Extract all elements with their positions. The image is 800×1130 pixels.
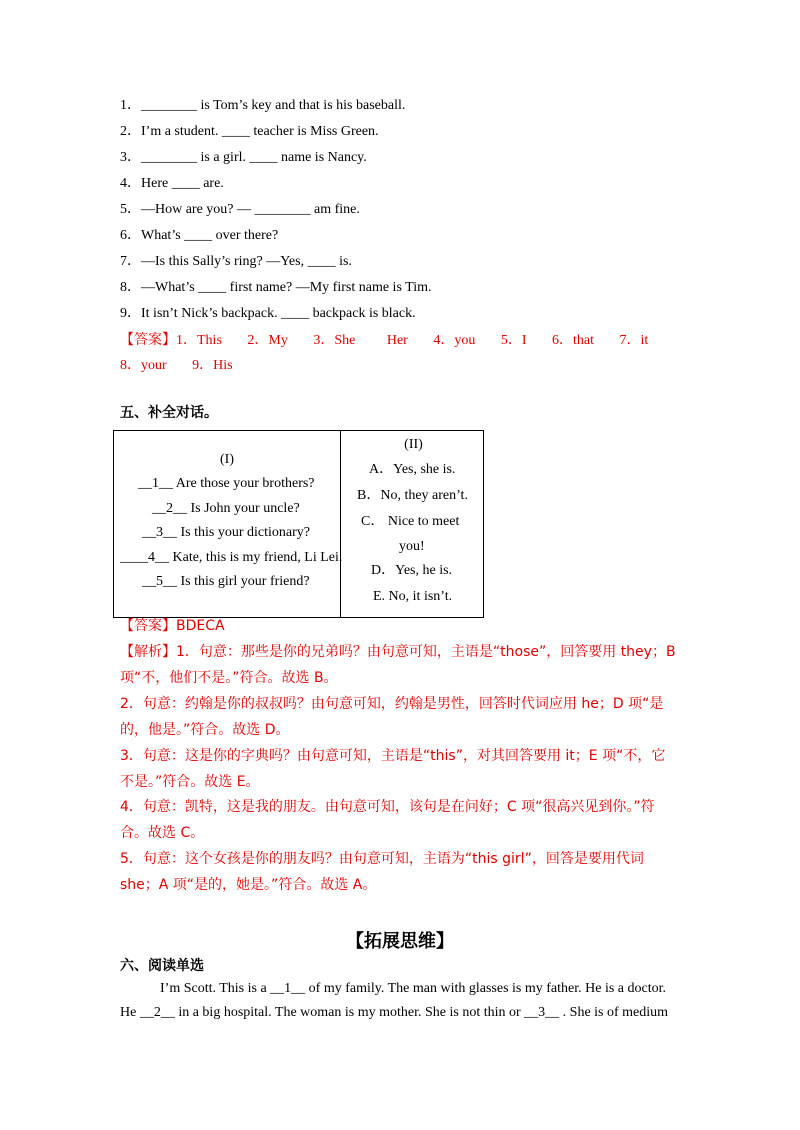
exercise-line-1: 1．________ is Tom’s key and that is his baseball. — [120, 98, 406, 113]
right-title: (II) — [404, 437, 423, 452]
answer-item: 8．your — [120, 358, 167, 373]
left-item-3: __3__ Is this your dictionary? — [142, 525, 310, 540]
left-item-1: __1__ Are those your brothers? — [138, 476, 315, 491]
exercise-line-8: 8．—What’s ____ first name? —My first name is Tim. — [120, 280, 432, 295]
exercise-line-2: 2．I’m a student. ____ teacher is Miss Green. — [120, 124, 379, 139]
exercise-line-7: 7．—Is this Sally’s ring? —Yes, ____ is. — [120, 254, 352, 269]
analysis-line-9: 5．句意：这个女孩是你的朋友吗？由句意可知，主语为“this girl”，回答是要用代词 — [120, 851, 644, 867]
left-item-4: ____4__ Kate, this is my friend, Li Lei. — [120, 550, 343, 565]
right-item-e: E. No, it isn’t. — [373, 589, 453, 604]
answer-item: 3．She — [313, 333, 356, 348]
right-item-b: B．No, they aren’t. — [357, 488, 468, 503]
answer-line-1 — [120, 331, 648, 350]
exercise-line-3: 3．________ is a girl. ____ name is Nancy. — [120, 150, 367, 165]
extension-title: 【拓展思维】 — [346, 931, 454, 952]
right-item-d: D．Yes, he is. — [371, 563, 453, 578]
section-6-heading: 六、阅读单选 — [120, 958, 204, 974]
right-item-a: A．Yes, she is. — [369, 462, 456, 477]
answer-item: 6．that — [552, 333, 595, 348]
left-title: (I) — [220, 452, 234, 467]
exercise-line-5: 5．—How are you? — ________ am fine. — [120, 202, 360, 217]
dialogue-right-cell — [341, 431, 484, 618]
reading-para-line-1: I’m Scott. This is a __1__ of my family. The man with glasses is my father. He is a doctor. — [160, 981, 667, 996]
analysis-line-8: 合。故选 C。 — [120, 825, 205, 841]
answer-item: 2．My — [247, 333, 288, 348]
analysis-line-5: 3．句意：这是你的字典吗？由句意可知，主语是“this”，对其回答要用 it；E 项“不，它 — [120, 748, 666, 764]
answer-item: Her — [386, 333, 408, 348]
left-item-2: __2__ Is John your uncle? — [152, 501, 300, 516]
analysis-line-4: 的，他是。”符合。故选 D。 — [120, 722, 290, 738]
right-item-c-cont: you! — [399, 539, 425, 554]
answer-item: 9．His — [192, 358, 233, 373]
section-5-answer: 【答案】BDECA — [120, 618, 225, 634]
analysis-line-1: 【解析】1．句意：那些是你的兄弟吗？由句意可知，主语是“those”，回答要用 they；B — [120, 644, 676, 660]
dialogue-table — [113, 430, 484, 618]
exercise-line-6: 6．What’s ____ over there? — [120, 228, 279, 243]
dialogue-left-cell — [114, 431, 341, 618]
answer-item: 1．This — [176, 333, 222, 348]
answer-item: 7．it — [619, 333, 649, 348]
analysis-line-7: 4．句意：凯特，这是我的朋友。由句意可知，该句是在问好；C 项“很高兴见到你。”符 — [120, 799, 655, 815]
answer-line-2 — [120, 357, 233, 375]
reading-para-line-2: He __2__ in a big hospital. The woman is my mother. She is not thin or __3__ . She is of medium — [120, 1005, 669, 1020]
right-item-c: C． Nice to meet — [361, 514, 460, 529]
analysis-line-10: she；A 项“是的，她是。”符合。故选 A。 — [120, 877, 377, 893]
left-item-5: __5__ Is this girl your friend? — [142, 574, 310, 589]
section-5-heading: 五、补全对话。 — [120, 405, 218, 421]
answer-item: 4．you — [433, 333, 476, 348]
exercise-line-4: 4．Here ____ are. — [120, 176, 224, 191]
exercise-line-9: 9．It isn’t Nick’s backpack. ____ backpack is black. — [120, 306, 416, 321]
answer-item: 5．I — [500, 333, 527, 348]
analysis-line-2: 项“不，他们不是。”符合。故选 B。 — [120, 670, 338, 686]
analysis-line-3: 2．句意：约翰是你的叔叔吗？由句意可知，约翰是男性，回答时代词应用 he；D 项“是 — [120, 696, 664, 712]
analysis-line-6: 不是。”符合。故选 E。 — [120, 774, 260, 790]
answer-tag: 【答案】 — [120, 332, 176, 348]
